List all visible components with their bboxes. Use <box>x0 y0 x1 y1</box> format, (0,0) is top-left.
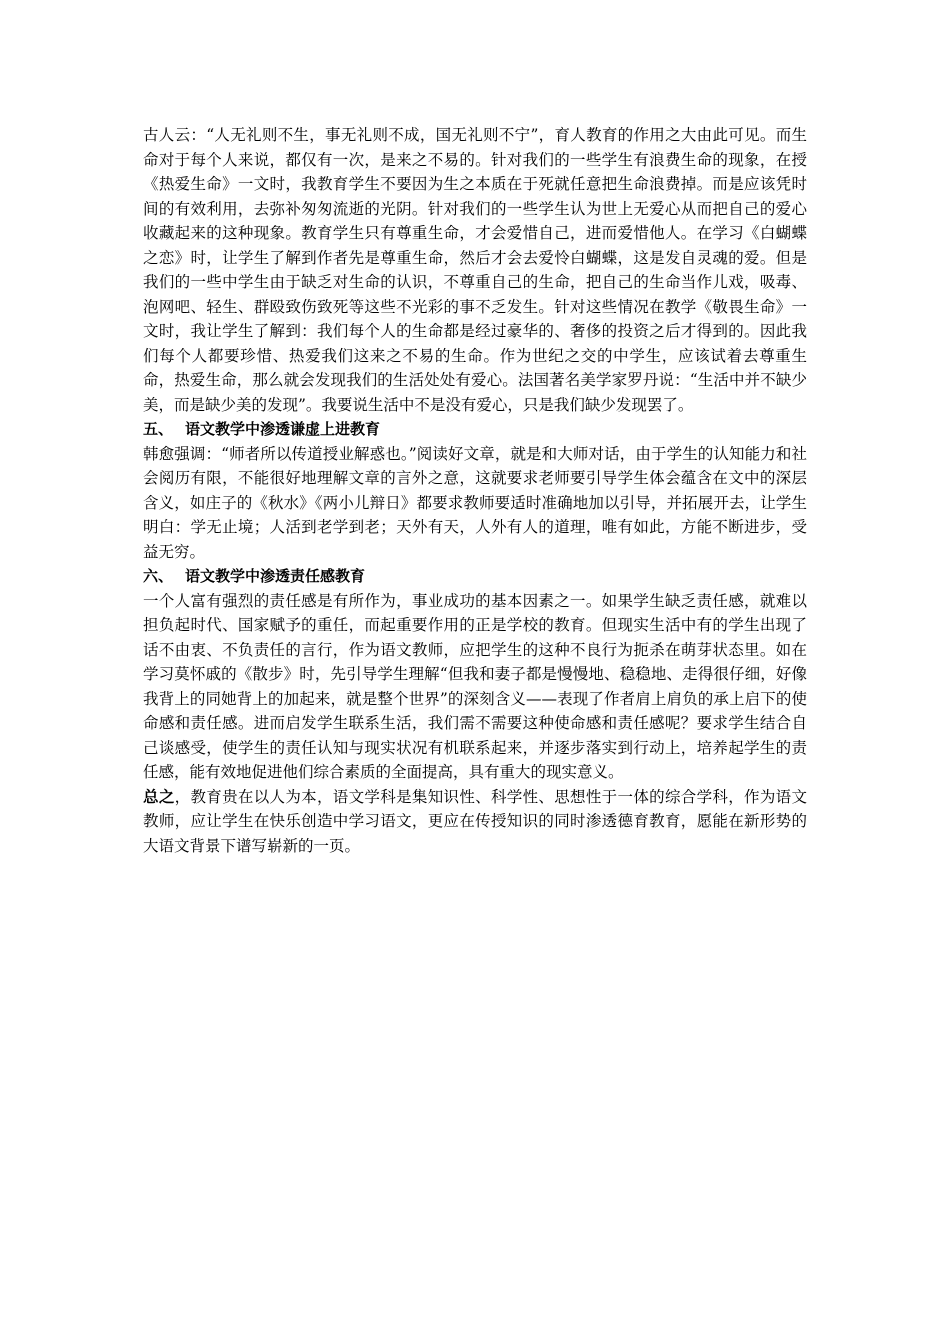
section-6-title: 语文教学中渗透责任感教育 <box>185 567 366 585</box>
section-6-heading <box>143 564 807 589</box>
section-5-heading <box>143 417 807 442</box>
section-5-title: 语文教学中渗透谦虚上进教育 <box>185 420 381 438</box>
conclusion-body: ，教育贵在以人为本，语文学科是集知识性、科学性、思想性于一体的综合学科，作为语文教师，应让学生在快乐创造中学习语文，更应在传授知识的同时渗透德育教育，愿能在新形势的大语文背景下谱写崭新的一页。 <box>143 787 807 855</box>
section-5-number: 五、 <box>143 420 174 438</box>
conclusion-lead: 总之 <box>143 787 175 806</box>
document-page <box>143 123 807 858</box>
section-6-body: 一个人富有强烈的责任感是有所作为，事业成功的基本因素之一。如果学生缺乏责任感，就难以担负起时代、国家赋予的重任，而起重要作用的正是学校的教育。但现实生活中有的学生出现了话不由衷、不负责任的言行，作为语文教师，应把学生的这种不良行为扼杀在萌芽状态里。如在学习莫怀戚的《散步》时，先引导学生理解“但我和妻子都是慢慢地、稳稳地、走得很仔细，好像我背上的同她背上的加起来，就是整个世界”的深刻含义——表现了作者肩上肩负的承上启下的使命感和责任感。进而启发学生联系生活，我们需不需要这种使命感和责任感呢？要求学生结合自己谈感受，使学生的责任认知与现实状况有机联系起来，并逐步落实到行动上，培养起学生的责任感，能有效地促进他们综合素质的全面提高，具有重大的现实意义。 <box>143 591 807 781</box>
paragraph-1: 古人云：“人无礼则不生，事无礼则不成，国无礼则不宁”，育人教育的作用之大由此可见。而生命对于每个人来说，都仅有一次，是来之不易的。针对我们的一些学生有浪费生命的现象，在授《热爱生命》一文时，我教育学生不要因为生之本质在于死就任意把生命浪费掉。而是应该凭时间的有效利用，去弥补匆匆流逝的光阴。针对我们的一些学生认为世上无爱心从而把自己的爱心收藏起来的这种现象。教育学生只有尊重生命，才会爱惜自己，进而爱惜他人。在学习《白蝴蝶之恋》时，让学生了解到作者先是尊重生命，然后才会去爱怜白蝴蝶，这是发自灵魂的爱。但是我们的一些中学生由于缺乏对生命的认识，不尊重自己的生命，把自己的生命当作儿戏，吸毒、泡网吧、轻生、群殴致伤致死等这些不光彩的事不乏发生。针对这些情况在教学《敬畏生命》一文时，我让学生了解到：我们每个人的生命都是经过豪华的、奢侈的投资之后才得到的。因此我们每个人都要珍惜、热爱我们这来之不易的生命。作为世纪之交的中学生，应该试着去尊重生命，热爱生命，那么就会发现我们的生活处处有爱心。法国著名美学家罗丹说：“生活中并不缺少美，而是缺少美的发现”。我要说生活中不是没有爱心，只是我们缺少发现罢了。 <box>143 126 807 414</box>
conclusion-paragraph <box>143 785 807 859</box>
section-6-number: 六、 <box>143 567 174 585</box>
section-5-body: 韩愈强调：“师者所以传道授业解惑也。”阅读好文章，就是和大师对话，由于学生的认知能力和社会阅历有限，不能很好地理解文章的言外之意，这就要求老师要引导学生体会蕴含在文中的深层含义，如庄子的《秋水》《两小儿辩日》都要求教师要适时准确地加以引导，并拓展开去，让学生明白：学无止境；人活到老学到老；天外有天，人外有人的道理，唯有如此，方能不断进步，受益无穷。 <box>143 444 807 561</box>
